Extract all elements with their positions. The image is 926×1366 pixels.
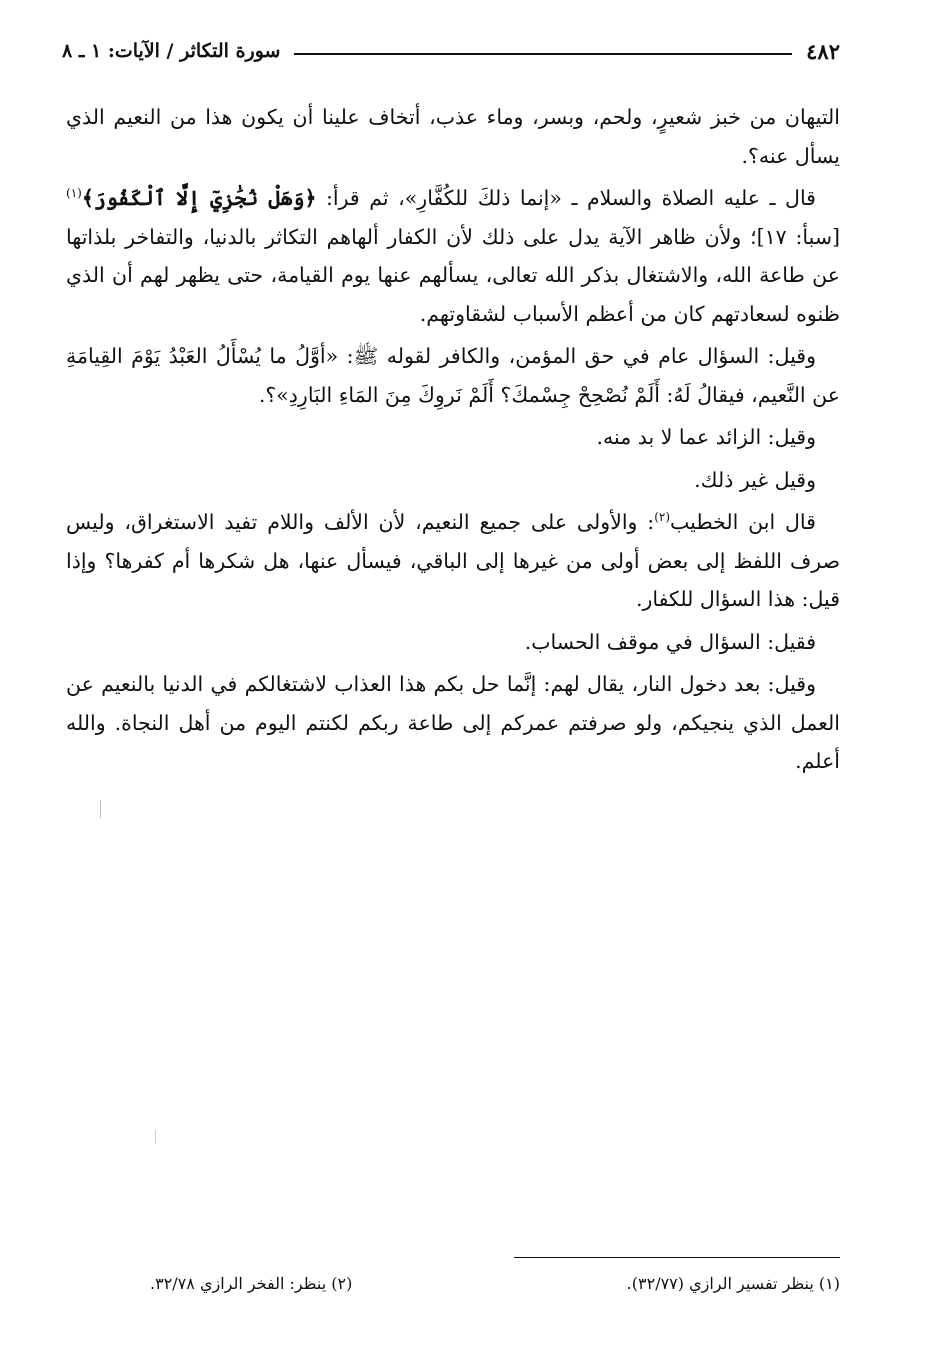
paragraph-4: وقيل: الزائد عما لا بد منه.: [596, 425, 816, 449]
paragraph-1: التيهان من خبز شعيرٍ، ولحم، وبسر، وماء عذب، أتخاف علينا أن يكون هذا من النعيم الذي يسأل عنه؟.: [66, 105, 840, 168]
footnote-separator: [514, 1257, 840, 1258]
page-header: [62, 34, 840, 68]
paragraph-6-part-a: قال ابن الخطيب: [670, 510, 816, 534]
paragraph-2-part-b: [سبأ: ١٧]؛ ولأن ظاهر الآية يدل على ذلك لأن الكفار ألهاهم التكاثر بالدنيا، والتفاخر بلذاتها عن طاعة الله، والاشتغال بذكر الله تعالى، يسألهم عنها يوم القيامة، حتى يظهر لهم أن الذي ظنوه لسعادتهم كان من أعظم الأسباب لشقاوتهم.: [66, 224, 840, 326]
page-number: ٤٨٢: [806, 38, 840, 64]
footnotes: [150, 1268, 840, 1298]
paragraph-3: وقيل: السؤال عام في حق المؤمن، والكافر لقوله ﷺ: «أوَّلُ ما يُسْأَلُ العَبْدُ يَوْمَ القِيامَةِ عن النَّعيم، فيقالُ لَهُ: أَلَمْ نُصْحِحْ جِسْمكَ؟ أَلَمْ نَروِكَ مِنَ المَاءِ البَارِدِ»؟.: [66, 344, 840, 407]
footnote-ref-2: (٢): [654, 510, 671, 525]
header-rule: [294, 53, 792, 55]
running-title: سورة التكاثر / الآيات: ١ ـ ٨: [62, 40, 281, 62]
paragraph-2: [66, 179, 840, 333]
body-text: [66, 98, 840, 785]
paragraph-5: وقيل غير ذلك.: [694, 467, 816, 492]
quran-verse: ﴿وَهَلْ نُجَٰزِيٓ إِلَّا ٱلْكَفُورَ﴾: [81, 186, 317, 210]
paragraph-6-part-b: : والأولى على جميع النعيم، لأن الألف واللام تفيد الاستغراق، وليس صرف اللفظ إلى بعض أولى من غيرها إلى الباقي، فيسأل عنها، هل شكرها أم كفرها؟ وإذا قيل: هذا السؤال للكفار.: [66, 510, 840, 611]
footnote-1: (١) ينظر تفسير الرازي (٣٢/٧٧).: [626, 1273, 840, 1293]
paragraph-2-part-a: قال ـ عليه الصلاة والسلام ـ «إنما ذلكَ للكُفَّارِ»، ثم قرأ:: [316, 186, 816, 210]
paragraph-6: [66, 503, 840, 619]
scan-mark: [100, 800, 101, 818]
footnote-ref-1: (١): [66, 186, 82, 201]
paragraph-8: وقيل: بعد دخول النار، يقال لهم: إنَّما حل بكم هذا العذاب لاشتغالكم في الدنيا بالنعيم عن العمل الذي ينجيكم، ولو صرفتم عمركم إلى طاعة ربكم لكنتم اليوم من أهل النجاة. والله أعلم.: [66, 672, 840, 773]
paragraph-7: فقيل: السؤال في موقف الحساب.: [524, 629, 816, 654]
footnote-2: (٢) ينظر: الفخر الرازي ٣٢/٧٨.: [150, 1273, 353, 1293]
scan-mark: [155, 1130, 156, 1144]
